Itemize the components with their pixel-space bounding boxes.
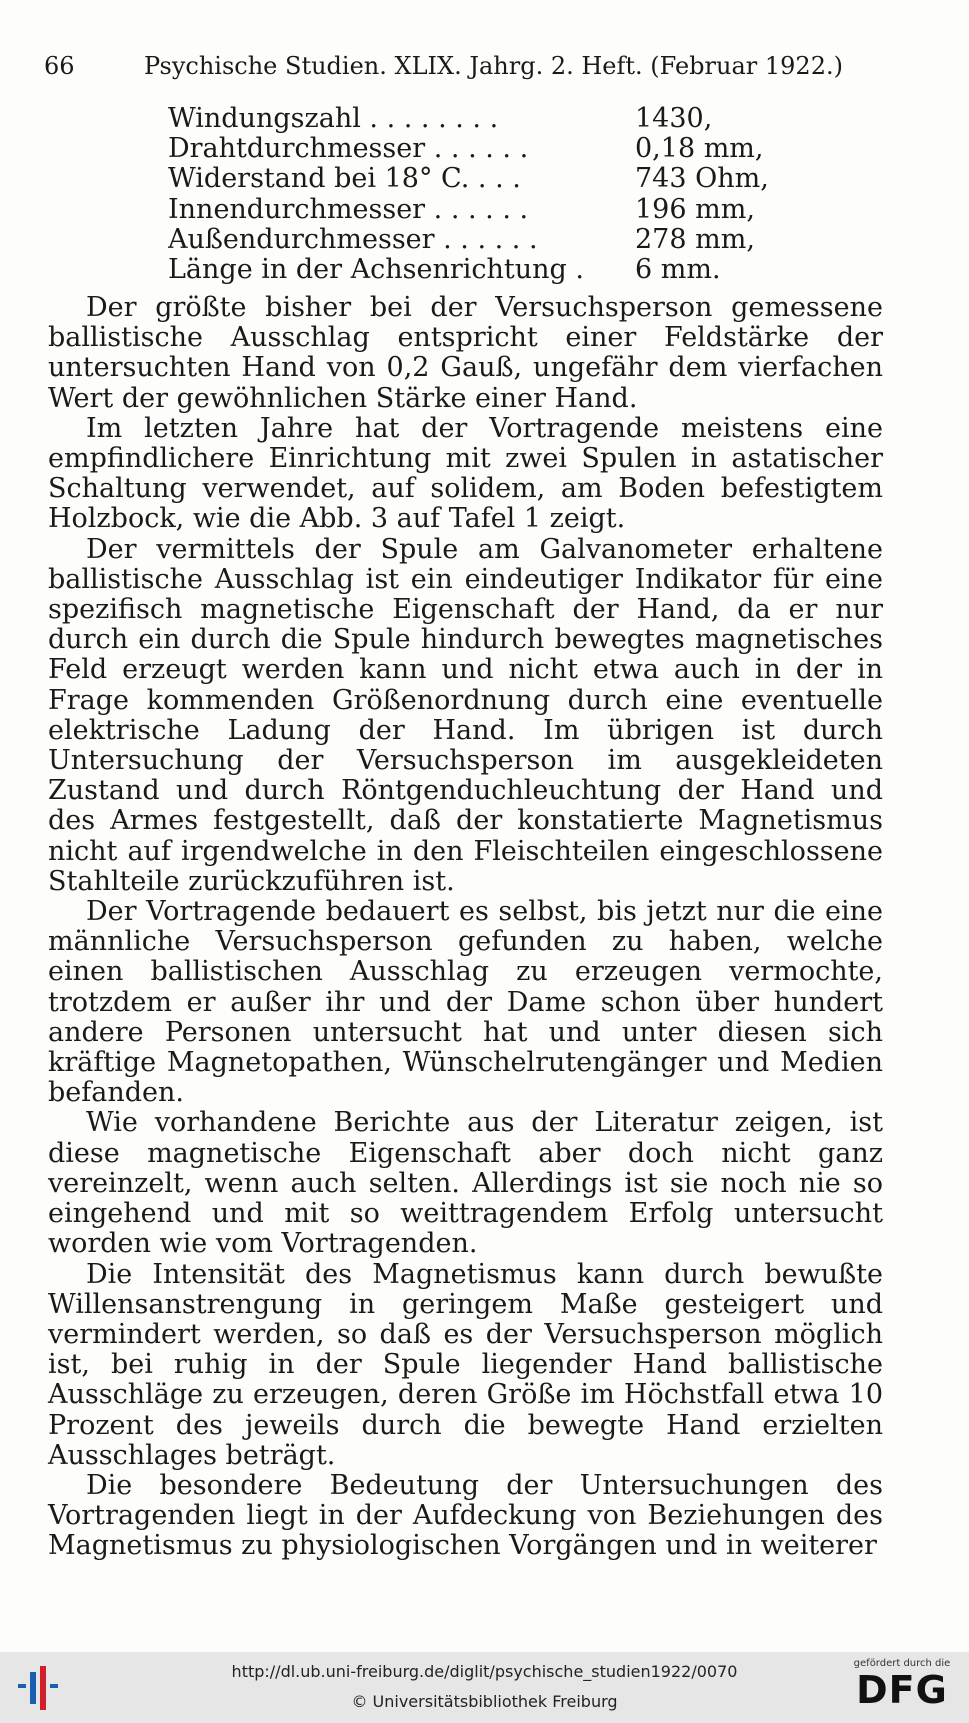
spec-label: Windungszahl . . . . . . . . [168, 104, 499, 134]
spec-label: Innendurchmesser . . . . . . [168, 194, 529, 225]
spec-label: Länge in der Achsenrichtung . [168, 254, 584, 285]
page-number: 66 [44, 52, 75, 80]
spec-row [168, 104, 769, 134]
spec-value: 743 Ohm, [635, 163, 769, 195]
paragraph: Der vermittels der Spule am Galvanometer erhaltene ballistische Ausschlag ist ein eindeutiger Indikator für eine spezifisch magnetische Eigenschaft der Hand, da er nur durch ein durch die Spule hindurch bewegtes magnetisches Feld erzeugt werden kann und nicht etwa auch in der in Frage kommenden Größenordnung durch eine eventuelle elektrische Ladung der Hand. Im übrigen ist durch Untersuchung der Versuchsperson im ausgekleideten Zustand und durch Röntgenduchleuchtung der Hand und des Armes festgestellt, daß der konstatierte Magnetismus nicht auf irgendwelche in den Fleischteilen eingeschlossene Stahlteile zurückzuführen ist. [48, 533, 883, 897]
spec-row [168, 164, 769, 194]
source-url[interactable]: http://dl.ub.uni-freiburg.de/diglit/psychische_studien1922/0070 [231, 1662, 738, 1681]
spec-label: Widerstand bei 18° C. . . . [168, 164, 521, 195]
spec-value: 6 mm. [635, 253, 721, 285]
spec-row [168, 255, 769, 285]
spec-value: 196 mm, [635, 193, 755, 225]
spec-value: 0,18 mm, [635, 133, 764, 165]
paragraph: Die besondere Bedeutung der Untersuchungen des Vortragenden liegt in der Aufdeckung von Beziehungen des Magnetismus zu physiologischen Vorgängen und in weiterer [48, 1469, 883, 1562]
paragraph: Der Vortragende bedauert es selbst, bis jetzt nur die eine männliche Versuchsperson gefunden zu haben, welche einen ballistischen Ausschlag zu erzeugen vermochte, trotzdem er außer ihr und der Dame schon über hundert andere Personen untersucht hat und unter diesen sich kräftige Magnetopathen, Wünschelrutengänger und Medien befanden. [48, 896, 883, 1109]
spec-value: 1430, [635, 103, 713, 134]
spec-label: Außendurchmesser . . . . . . [168, 224, 538, 255]
dfg-wordmark: DFG [856, 1668, 948, 1712]
spec-value: 278 mm, [635, 223, 755, 255]
digitization-footer [0, 1652, 969, 1723]
spec-row [168, 195, 769, 225]
paragraph: Der größte bisher bei der Versuchsperson gemessene ballistische Ausschlag entspricht einer Feldstärke der untersuchten Hand von 0,2 Gauß, ungefähr dem vierfachen Wert der gewöhnlichen Stärke einer Hand. [48, 292, 883, 414]
paragraph: Im letzten Jahre hat der Vortragende meistens eine empfindlichere Einrichtung mit zwei Spulen in astatischer Schaltung verwendet, auf solidem, am Boden befestigtem Holzbock, wie die Abb. 3 auf Tafel 1 zeigt. [48, 412, 883, 535]
body-text [48, 293, 883, 1562]
dfg-logo [847, 1658, 957, 1718]
dfg-tagline: gefördert durch die [853, 1658, 951, 1669]
coil-specifications [168, 104, 769, 285]
spec-row [168, 134, 769, 164]
paragraph: Wie vorhandene Berichte aus der Literatur zeigen, ist diese magnetische Eigenschaft aber doch nicht ganz vereinzelt, wenn auch selten. Allerdings ist sie noch nie so eingehend und mit so weittragendem Erfolg untersucht worden wie vom Vortragenden. [48, 1107, 883, 1260]
spec-label: Drahtdurchmesser . . . . . . [168, 134, 529, 165]
copyright-notice: © Universitätsbibliothek Freiburg [351, 1692, 618, 1711]
spec-row [168, 225, 769, 255]
paragraph: Die Intensität des Magnetismus kann durch bewußte Willensanstrengung in geringem Maße gesteigert und vermindert werden, so daß es der Versuchsperson möglich ist, bei ruhig in der Spule liegender Hand ballistische Ausschläge zu erzeugen, deren Größe im Höchstfall etwa 10 Prozent des jeweils durch die bewegte Hand erzielten Ausschlages beträgt. [48, 1258, 883, 1471]
running-title: Psychische Studien. XLIX. Jahrg. 2. Heft. (Februar 1922.) [144, 52, 843, 80]
